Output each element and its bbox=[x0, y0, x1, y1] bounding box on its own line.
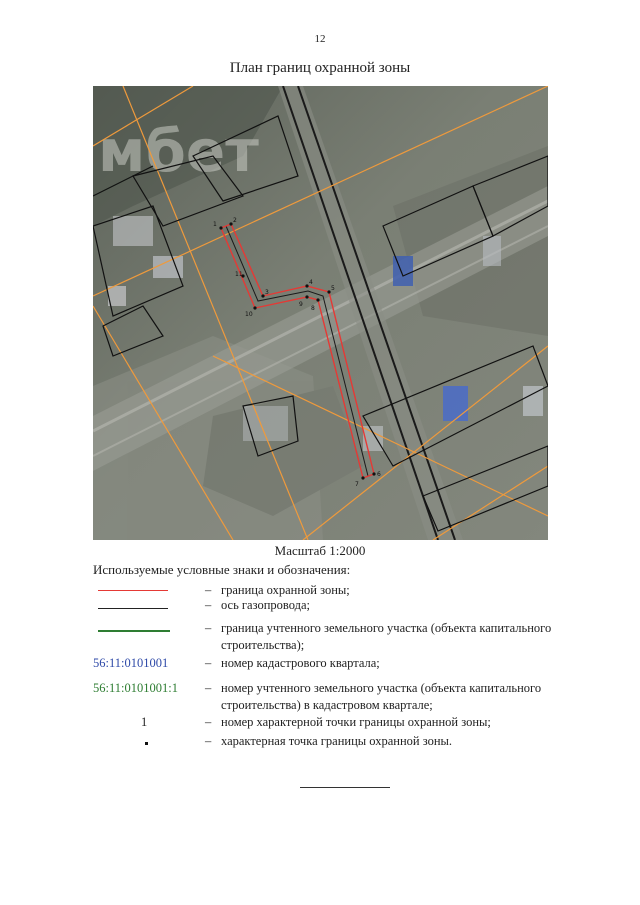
legend-title: Используемые условные знаки и обозначения: bbox=[93, 562, 351, 577]
satellite-map bbox=[93, 86, 548, 540]
map-scale: Масштаб 1:2000 bbox=[274, 543, 366, 558]
svg-text:4: 4 bbox=[309, 279, 313, 286]
svg-text:8: 8 bbox=[311, 305, 315, 312]
svg-text:2: 2 bbox=[233, 217, 237, 224]
footer-divider bbox=[300, 787, 390, 788]
map-watermark: мбет bbox=[98, 117, 259, 185]
svg-text:11: 11 bbox=[235, 271, 243, 278]
svg-text:6: 6 bbox=[377, 471, 381, 478]
svg-text:9: 9 bbox=[299, 301, 303, 308]
page-number: 12 bbox=[314, 33, 326, 45]
svg-text:7: 7 bbox=[355, 481, 359, 488]
legend-symbol-quarter-number: 56:11:0101001 bbox=[93, 656, 169, 670]
svg-text:1: 1 bbox=[213, 221, 217, 228]
svg-text:5: 5 bbox=[331, 285, 335, 292]
legend-symbol-parcel-number: 56:11:0101001:1 bbox=[93, 681, 178, 695]
svg-text:3: 3 bbox=[265, 289, 269, 296]
page-title: План границ охранной зоны bbox=[229, 60, 411, 76]
legend-symbol-point-number: 1 bbox=[141, 715, 148, 729]
svg-text:10: 10 bbox=[245, 311, 253, 318]
